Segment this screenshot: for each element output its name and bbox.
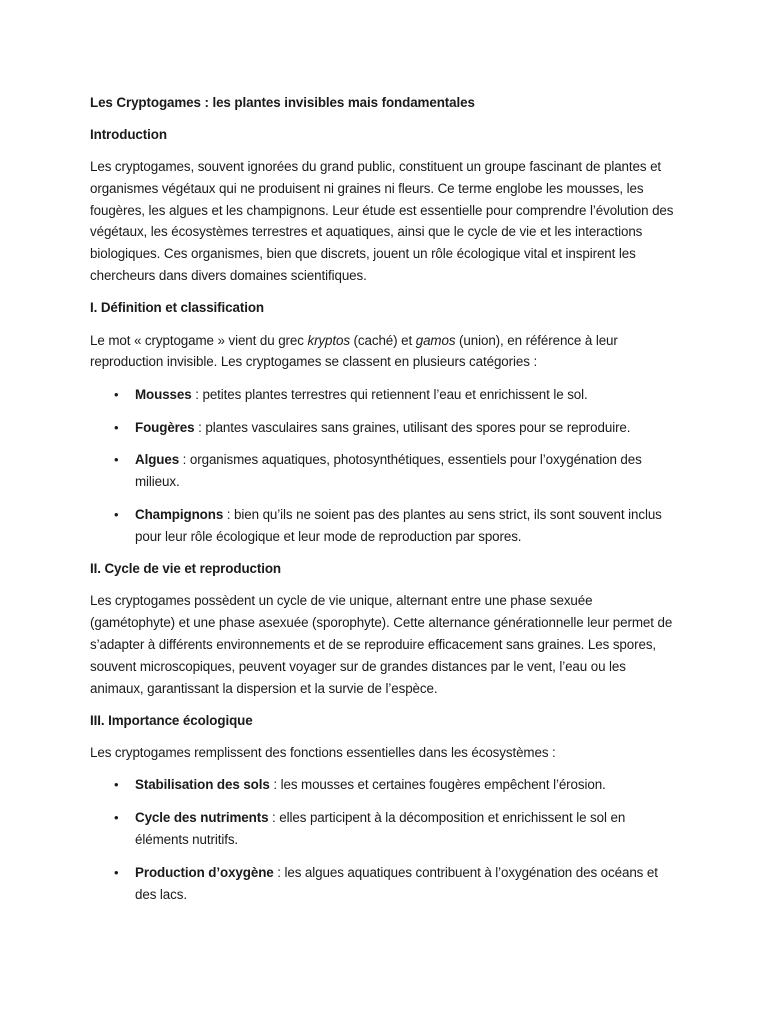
etymology-text-middle: (caché) et	[349, 332, 416, 348]
list-item	[90, 504, 680, 548]
list-item-text: : organismes aquatiques, photosynthétiques, essentiels pour l’oxygénation des milieux.	[135, 452, 642, 490]
section-ecology-intro: Les cryptogames remplissent des fonctions essentielles dans les écosystèmes :	[90, 745, 556, 761]
list-item-term: Mousses	[135, 386, 192, 402]
bullet-icon: •	[114, 777, 119, 793]
classification-list	[90, 384, 680, 548]
section-lifecycle-heading: II. Cycle de vie et reproduction	[90, 561, 282, 577]
list-item-text: : plantes vasculaires sans graines, utilisant des spores pour se reproduire.	[194, 419, 631, 435]
etymology-text-end: (union), en référence à leur reproduction invisible. Les cryptogames se classent en plusieurs catégories :	[90, 332, 618, 370]
list-item-term: Cycle des nutriments	[135, 810, 269, 826]
list-item	[90, 862, 680, 906]
bullet-icon: •	[114, 386, 119, 402]
section-lifecycle-paragraph: Les cryptogames possèdent un cycle de vie unique, alternant entre une phase sexuée (gamétophyte) et une phase asexuée (sporophyte). Cette alternance générationnelle leur permet de s’adapter à différents environnements et de se reproduire efficacement sans graines. Les spores, souvent microscopiques, peuvent voyager sur de grandes distances par le vent, l’eau ou les animaux, garantissant la dispersion et la survie de l’espèce.	[90, 593, 673, 696]
list-item-text: : les algues aquatiques contribuent à l’oxygénation des océans et des lacs.	[135, 864, 658, 902]
bullet-icon: •	[114, 506, 119, 522]
etymology-text-start: Le mot « cryptogame » vient du grec	[90, 332, 308, 348]
list-item-text: : petites plantes terrestres qui retiennent l’eau et enrichissent le sol.	[191, 386, 588, 402]
bullet-icon: •	[114, 810, 119, 826]
list-item-term: Stabilisation des sols	[135, 777, 270, 793]
section-definition-paragraph	[90, 330, 680, 374]
list-item	[90, 384, 680, 406]
list-item-term: Production d’oxygène	[135, 864, 274, 880]
word-kryptos: kryptos	[307, 332, 350, 348]
word-gamos: gamos	[415, 332, 456, 348]
section-ecology-heading: III. Importance écologique	[90, 712, 253, 728]
document-title: Les Cryptogames : les plantes invisibles mais fondamentales	[90, 95, 475, 110]
list-item	[90, 774, 680, 796]
bullet-icon: •	[114, 419, 119, 435]
bullet-icon: •	[114, 864, 119, 880]
intro-heading: Introduction	[90, 126, 167, 142]
list-item	[90, 807, 680, 851]
intro-paragraph: Les cryptogames, souvent ignorées du grand public, constituent un groupe fascinant de plantes et organismes végétaux qui ne produisent ni graines ni fleurs. Ce terme englobe les mousses, les fougères, les algues et les champignons. Leur étude est essentielle pour comprendre l’évolution des végétaux, les écosystèmes terrestres et aquatiques, ainsi que le cycle de vie et les interactions biologiques. Ces organismes, bien que discrets, jouent un rôle écologique vital et inspirent les chercheurs dans divers domaines scientifiques.	[90, 159, 674, 284]
bullet-icon: •	[114, 452, 119, 468]
ecology-list	[90, 774, 680, 905]
list-item-text: : elles participent à la décomposition et enrichissent le sol en éléments nutritifs.	[135, 810, 626, 848]
list-item-text: : bien qu’ils ne soient pas des plantes au sens strict, ils sont souvent inclus pour leur rôle écologique et leur mode de reproduction par spores.	[135, 506, 662, 544]
list-item-term: Champignons	[135, 506, 224, 522]
list-item-term: Fougères	[135, 419, 195, 435]
list-item-term: Algues	[135, 452, 180, 468]
list-item	[90, 417, 680, 439]
list-item	[90, 449, 680, 493]
section-definition-heading: I. Définition et classification	[90, 300, 264, 316]
list-item-text: : les mousses et certaines fougères empêchent l’érosion.	[269, 777, 606, 793]
